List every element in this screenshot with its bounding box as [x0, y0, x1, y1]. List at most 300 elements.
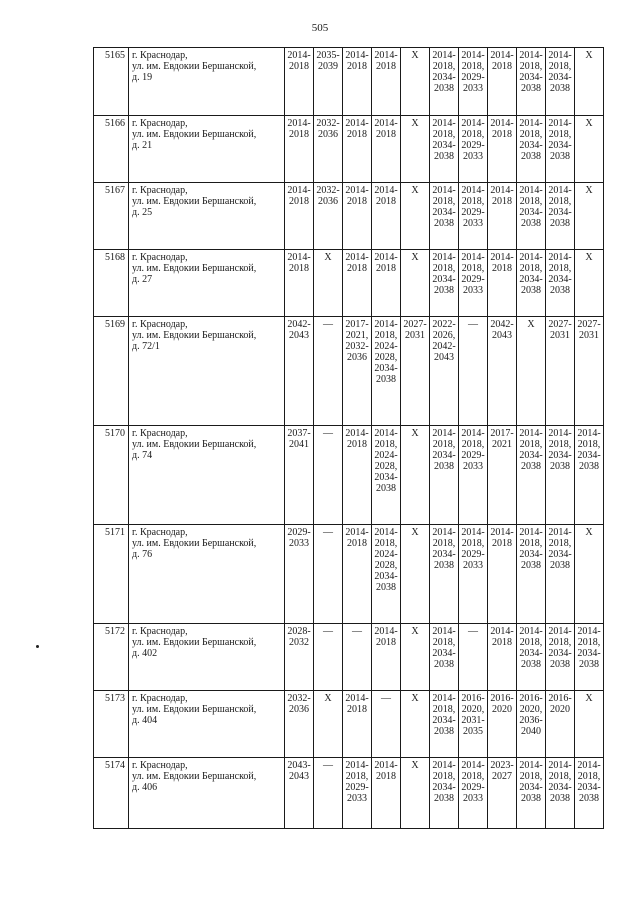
- period-value: 2018: [492, 129, 512, 140]
- period-value: 2018,: [548, 263, 572, 274]
- period-cell: [488, 758, 517, 829]
- period-value: 2036: [318, 129, 338, 140]
- period-value: 2037-: [287, 428, 311, 439]
- period-value: 2033: [463, 560, 483, 571]
- period-value: 2042-: [432, 341, 456, 352]
- period-cell: [430, 758, 459, 829]
- address-line: ул. им. Евдокии Бершанской,: [132, 771, 257, 782]
- period-cell: [343, 758, 372, 829]
- address-line: д. 76: [132, 549, 153, 560]
- period-value: 2034-: [374, 571, 398, 582]
- period-value: 2014-: [548, 252, 572, 263]
- period-cell: [488, 250, 517, 317]
- period-cell: [488, 317, 517, 426]
- period-value: 2014-: [548, 185, 572, 196]
- period-cell: [401, 48, 430, 116]
- period-value: 2042-: [490, 319, 514, 330]
- address-line: г. Краснодар,: [132, 50, 188, 61]
- period-value: 2034-: [519, 450, 543, 461]
- period-value: 2018,: [577, 439, 601, 450]
- period-cell: [343, 250, 372, 317]
- period-cell: [488, 426, 517, 525]
- period-value: 2038: [434, 151, 454, 162]
- period-value: 2031: [550, 330, 570, 341]
- period-value: 2014-: [548, 118, 572, 129]
- period-value: —: [323, 760, 333, 771]
- period-cell: [430, 48, 459, 116]
- period-value: 2031: [579, 330, 599, 341]
- period-cell: [285, 250, 314, 317]
- row-number-cell: 5172: [94, 624, 129, 691]
- period-value: 2038: [376, 582, 396, 593]
- period-value: 2018,: [432, 439, 456, 450]
- period-value: 2014-: [461, 118, 485, 129]
- period-cell: [517, 758, 546, 829]
- period-value: 2038: [550, 218, 570, 229]
- address-line: д. 27: [132, 274, 153, 285]
- period-value: 2014-: [374, 185, 398, 196]
- period-value: 2018: [347, 129, 367, 140]
- period-value: 2018: [376, 637, 396, 648]
- table-row: [94, 624, 604, 691]
- period-value: 2038: [434, 560, 454, 571]
- period-cell: [343, 525, 372, 624]
- period-value: 2036-: [519, 715, 543, 726]
- period-value: 2021,: [345, 330, 369, 341]
- address-line: г. Краснодар,: [132, 760, 188, 771]
- address-line: ул. им. Евдокии Бершанской,: [132, 538, 257, 549]
- period-value: 2014-: [490, 252, 514, 263]
- period-cell: [546, 624, 575, 691]
- period-cell: [401, 426, 430, 525]
- page-number: 505: [311, 22, 329, 34]
- period-cell: [575, 317, 604, 426]
- period-value: 2020: [492, 704, 512, 715]
- period-value: 2038: [521, 659, 541, 670]
- period-value: 2014-: [432, 252, 456, 263]
- period-value: 2038: [521, 560, 541, 571]
- period-value: 2033: [463, 83, 483, 94]
- period-value: 2034-: [548, 450, 572, 461]
- period-cell: [343, 116, 372, 183]
- address-line: г. Краснодар,: [132, 185, 188, 196]
- address-line: г. Краснодар,: [132, 693, 188, 704]
- period-cell: [430, 624, 459, 691]
- period-value: X: [411, 527, 419, 538]
- period-value: 2038: [521, 151, 541, 162]
- period-value: 2034-: [432, 782, 456, 793]
- period-value: 2033: [463, 793, 483, 804]
- period-cell: [343, 426, 372, 525]
- period-value: 2034-: [519, 549, 543, 560]
- period-value: 2014-: [577, 760, 601, 771]
- period-cell: [285, 691, 314, 758]
- period-value: 2018,: [548, 129, 572, 140]
- table-row: [94, 48, 604, 116]
- period-value: X: [324, 693, 332, 704]
- table-row: [94, 525, 604, 624]
- period-value: 2034-: [519, 782, 543, 793]
- period-cell: [372, 426, 401, 525]
- period-value: 2034-: [432, 72, 456, 83]
- period-value: 2014-: [374, 626, 398, 637]
- period-cell: [401, 691, 430, 758]
- period-value: 2014-: [490, 118, 514, 129]
- address-cell: [129, 758, 285, 829]
- period-value: 2038: [550, 659, 570, 670]
- period-value: 2029-: [461, 782, 485, 793]
- row-number-cell: 5169: [94, 317, 129, 426]
- period-value: 2043: [289, 771, 309, 782]
- period-value: 2026,: [432, 330, 456, 341]
- period-value: 2018,: [519, 196, 543, 207]
- period-cell: [401, 758, 430, 829]
- address-line: г. Краснодар,: [132, 527, 188, 538]
- period-value: 2021: [492, 439, 512, 450]
- period-value: 2014-: [432, 118, 456, 129]
- period-value: 2016-: [490, 693, 514, 704]
- period-value: 2014-: [490, 50, 514, 61]
- period-value: 2034-: [548, 648, 572, 659]
- period-cell: [343, 624, 372, 691]
- period-value: 2032-: [345, 341, 369, 352]
- period-value: 2027-: [548, 319, 572, 330]
- address-line: г. Краснодар,: [132, 428, 188, 439]
- period-cell: [517, 525, 546, 624]
- address-cell: [129, 116, 285, 183]
- period-cell: [430, 317, 459, 426]
- period-value: 2014-: [432, 50, 456, 61]
- period-value: 2014-: [461, 527, 485, 538]
- period-value: 2017-: [345, 319, 369, 330]
- period-value: 2018,: [461, 263, 485, 274]
- period-value: 2031: [405, 330, 425, 341]
- period-value: —: [468, 319, 478, 330]
- period-value: 2032-: [316, 185, 340, 196]
- period-value: 2014-: [374, 760, 398, 771]
- period-cell: [546, 48, 575, 116]
- period-value: 2018,: [461, 538, 485, 549]
- period-cell: [372, 183, 401, 250]
- repair-schedule-table: [93, 47, 604, 829]
- period-value: X: [411, 693, 419, 704]
- period-cell: [546, 758, 575, 829]
- period-value: 2018: [347, 439, 367, 450]
- table-row: [94, 426, 604, 525]
- period-value: 2018,: [432, 704, 456, 715]
- period-value: X: [585, 527, 593, 538]
- period-value: 2034-: [577, 450, 601, 461]
- address-line: ул. им. Евдокии Бершанской,: [132, 196, 257, 207]
- period-value: 2038: [550, 151, 570, 162]
- period-value: 2014-: [345, 252, 369, 263]
- period-value: 2028,: [374, 461, 398, 472]
- period-value: 2018: [289, 129, 309, 140]
- period-value: 2018: [492, 61, 512, 72]
- period-cell: [285, 116, 314, 183]
- period-value: 2014-: [345, 693, 369, 704]
- period-value: 2027-: [577, 319, 601, 330]
- period-value: 2014-: [374, 118, 398, 129]
- period-cell: [575, 250, 604, 317]
- period-cell: [459, 317, 488, 426]
- period-cell: [459, 250, 488, 317]
- period-value: 2029-: [461, 140, 485, 151]
- period-value: 2033: [289, 538, 309, 549]
- row-number-cell: 5168: [94, 250, 129, 317]
- period-cell: [546, 116, 575, 183]
- period-value: 2014-: [374, 527, 398, 538]
- period-value: —: [323, 428, 333, 439]
- period-value: 2034-: [519, 648, 543, 659]
- period-value: —: [352, 626, 362, 637]
- period-cell: [459, 624, 488, 691]
- period-value: X: [411, 626, 419, 637]
- period-value: 2018,: [461, 129, 485, 140]
- period-value: 2018: [376, 61, 396, 72]
- period-cell: [488, 525, 517, 624]
- period-value: 2014-: [374, 50, 398, 61]
- period-value: 2035-: [316, 50, 340, 61]
- period-cell: [517, 183, 546, 250]
- period-cell: [459, 116, 488, 183]
- period-cell: [314, 624, 343, 691]
- period-value: 2029-: [461, 72, 485, 83]
- period-value: 2036: [347, 352, 367, 363]
- period-value: 2024-: [374, 450, 398, 461]
- period-cell: [314, 317, 343, 426]
- period-value: 2034-: [548, 274, 572, 285]
- address-cell: [129, 691, 285, 758]
- period-cell: [343, 691, 372, 758]
- period-cell: [517, 691, 546, 758]
- period-value: 2018,: [461, 61, 485, 72]
- period-value: —: [323, 527, 333, 538]
- period-value: 2018,: [548, 771, 572, 782]
- period-cell: [459, 758, 488, 829]
- period-cell: [430, 525, 459, 624]
- period-value: 2032-: [287, 693, 311, 704]
- address-cell: [129, 48, 285, 116]
- period-value: 2018: [376, 263, 396, 274]
- period-cell: [285, 426, 314, 525]
- period-value: 2034-: [432, 140, 456, 151]
- period-value: X: [585, 50, 593, 61]
- period-value: 2014-: [461, 185, 485, 196]
- period-value: 2018: [347, 196, 367, 207]
- period-value: 2014-: [287, 252, 311, 263]
- period-cell: [459, 525, 488, 624]
- period-value: —: [323, 319, 333, 330]
- period-value: 2014-: [519, 428, 543, 439]
- period-value: 2018: [347, 61, 367, 72]
- period-value: 2018: [492, 196, 512, 207]
- period-value: 2034-: [432, 450, 456, 461]
- row-number-cell: 5167: [94, 183, 129, 250]
- period-value: 2038: [521, 461, 541, 472]
- period-value: 2016-: [461, 693, 485, 704]
- period-value: 2034-: [432, 549, 456, 560]
- period-value: 2034-: [432, 274, 456, 285]
- period-value: 2038: [376, 374, 396, 385]
- row-number-cell: 5170: [94, 426, 129, 525]
- period-value: X: [324, 252, 332, 263]
- period-value: 2014-: [432, 693, 456, 704]
- address-line: ул. им. Евдокии Бершанской,: [132, 439, 257, 450]
- address-line: д. 72/1: [132, 341, 160, 352]
- period-value: 2020: [550, 704, 570, 715]
- period-value: 2036: [318, 196, 338, 207]
- period-cell: [575, 758, 604, 829]
- period-cell: [546, 426, 575, 525]
- period-cell: [372, 525, 401, 624]
- period-value: 2022-: [432, 319, 456, 330]
- period-value: 2018,: [432, 129, 456, 140]
- address-line: ул. им. Евдокии Бершанской,: [132, 263, 257, 274]
- period-value: 2038: [550, 461, 570, 472]
- period-value: X: [411, 428, 419, 439]
- period-value: 2014-: [519, 118, 543, 129]
- period-value: 2042-: [287, 319, 311, 330]
- period-value: 2018,: [432, 637, 456, 648]
- period-value: 2018,: [461, 439, 485, 450]
- period-value: 2032: [289, 637, 309, 648]
- period-cell: [517, 624, 546, 691]
- period-cell: [488, 691, 517, 758]
- period-value: X: [411, 185, 419, 196]
- period-value: 2018,: [548, 61, 572, 72]
- period-cell: [459, 48, 488, 116]
- period-value: —: [323, 626, 333, 637]
- address-line: ул. им. Евдокии Бершанской,: [132, 704, 257, 715]
- period-cell: [546, 183, 575, 250]
- period-value: 2018,: [432, 196, 456, 207]
- address-cell: [129, 250, 285, 317]
- period-value: 2034-: [577, 782, 601, 793]
- period-value: 2024-: [374, 549, 398, 560]
- period-cell: [372, 691, 401, 758]
- period-value: 2014-: [432, 527, 456, 538]
- period-value: 2039: [318, 61, 338, 72]
- period-value: X: [527, 319, 535, 330]
- row-number-cell: 5173: [94, 691, 129, 758]
- period-value: 2038: [550, 793, 570, 804]
- address-line: д. 19: [132, 72, 153, 83]
- period-value: 2018: [347, 263, 367, 274]
- period-value: 2018,: [519, 61, 543, 72]
- period-value: 2018,: [374, 439, 398, 450]
- period-value: 2038: [434, 285, 454, 296]
- period-value: 2038: [434, 659, 454, 670]
- period-cell: [488, 116, 517, 183]
- period-value: 2027: [492, 771, 512, 782]
- period-value: 2018: [376, 771, 396, 782]
- period-cell: [372, 758, 401, 829]
- address-line: г. Краснодар,: [132, 626, 188, 637]
- period-cell: [517, 250, 546, 317]
- period-value: 2038: [550, 83, 570, 94]
- period-value: 2043: [434, 352, 454, 363]
- period-cell: [401, 116, 430, 183]
- period-value: 2038: [521, 83, 541, 94]
- period-value: 2014-: [548, 428, 572, 439]
- table-row: [94, 691, 604, 758]
- period-cell: [459, 691, 488, 758]
- period-value: 2014-: [345, 428, 369, 439]
- period-cell: [575, 48, 604, 116]
- period-value: 2020,: [519, 704, 543, 715]
- period-cell: [546, 317, 575, 426]
- period-value: 2036: [289, 704, 309, 715]
- period-cell: [343, 48, 372, 116]
- period-cell: [343, 317, 372, 426]
- period-value: 2014-: [345, 118, 369, 129]
- period-value: 2018,: [374, 538, 398, 549]
- period-value: 2023-: [490, 760, 514, 771]
- period-value: 2038: [376, 483, 396, 494]
- period-value: 2014-: [287, 118, 311, 129]
- address-line: д. 74: [132, 450, 153, 461]
- period-value: 2014-: [519, 527, 543, 538]
- period-cell: [488, 624, 517, 691]
- period-value: 2034-: [548, 782, 572, 793]
- period-value: 2034-: [577, 648, 601, 659]
- period-cell: [314, 758, 343, 829]
- address-line: ул. им. Евдокии Бершанской,: [132, 129, 257, 140]
- period-cell: [401, 317, 430, 426]
- period-value: 2014-: [287, 185, 311, 196]
- period-value: X: [411, 118, 419, 129]
- period-value: 2014-: [432, 428, 456, 439]
- period-value: 2043: [289, 330, 309, 341]
- period-cell: [575, 691, 604, 758]
- period-value: 2034-: [548, 140, 572, 151]
- period-value: 2033: [463, 218, 483, 229]
- address-line: г. Краснодар,: [132, 252, 188, 263]
- period-value: 2038: [434, 726, 454, 737]
- period-value: 2014-: [577, 626, 601, 637]
- period-value: 2041: [289, 439, 309, 450]
- period-cell: [401, 624, 430, 691]
- period-value: 2017-: [490, 428, 514, 439]
- period-value: 2014-: [374, 428, 398, 439]
- row-number-cell: 5174: [94, 758, 129, 829]
- period-value: 2034-: [519, 72, 543, 83]
- period-value: 2014-: [548, 760, 572, 771]
- period-cell: [430, 116, 459, 183]
- period-value: 2014-: [548, 527, 572, 538]
- period-value: 2043-: [287, 760, 311, 771]
- period-cell: [575, 624, 604, 691]
- period-value: 2018,: [432, 263, 456, 274]
- period-value: 2028-: [287, 626, 311, 637]
- period-value: 2018,: [374, 330, 398, 341]
- period-value: 2029-: [287, 527, 311, 538]
- address-line: д. 406: [132, 782, 158, 793]
- period-cell: [488, 183, 517, 250]
- period-cell: [401, 250, 430, 317]
- period-value: 2014-: [519, 626, 543, 637]
- period-cell: [517, 426, 546, 525]
- period-value: 2018: [347, 538, 367, 549]
- period-value: 2028,: [374, 560, 398, 571]
- period-value: X: [411, 252, 419, 263]
- period-value: 2034-: [374, 472, 398, 483]
- period-value: 2032-: [316, 118, 340, 129]
- address-cell: [129, 183, 285, 250]
- period-value: 2014-: [432, 185, 456, 196]
- period-cell: [314, 250, 343, 317]
